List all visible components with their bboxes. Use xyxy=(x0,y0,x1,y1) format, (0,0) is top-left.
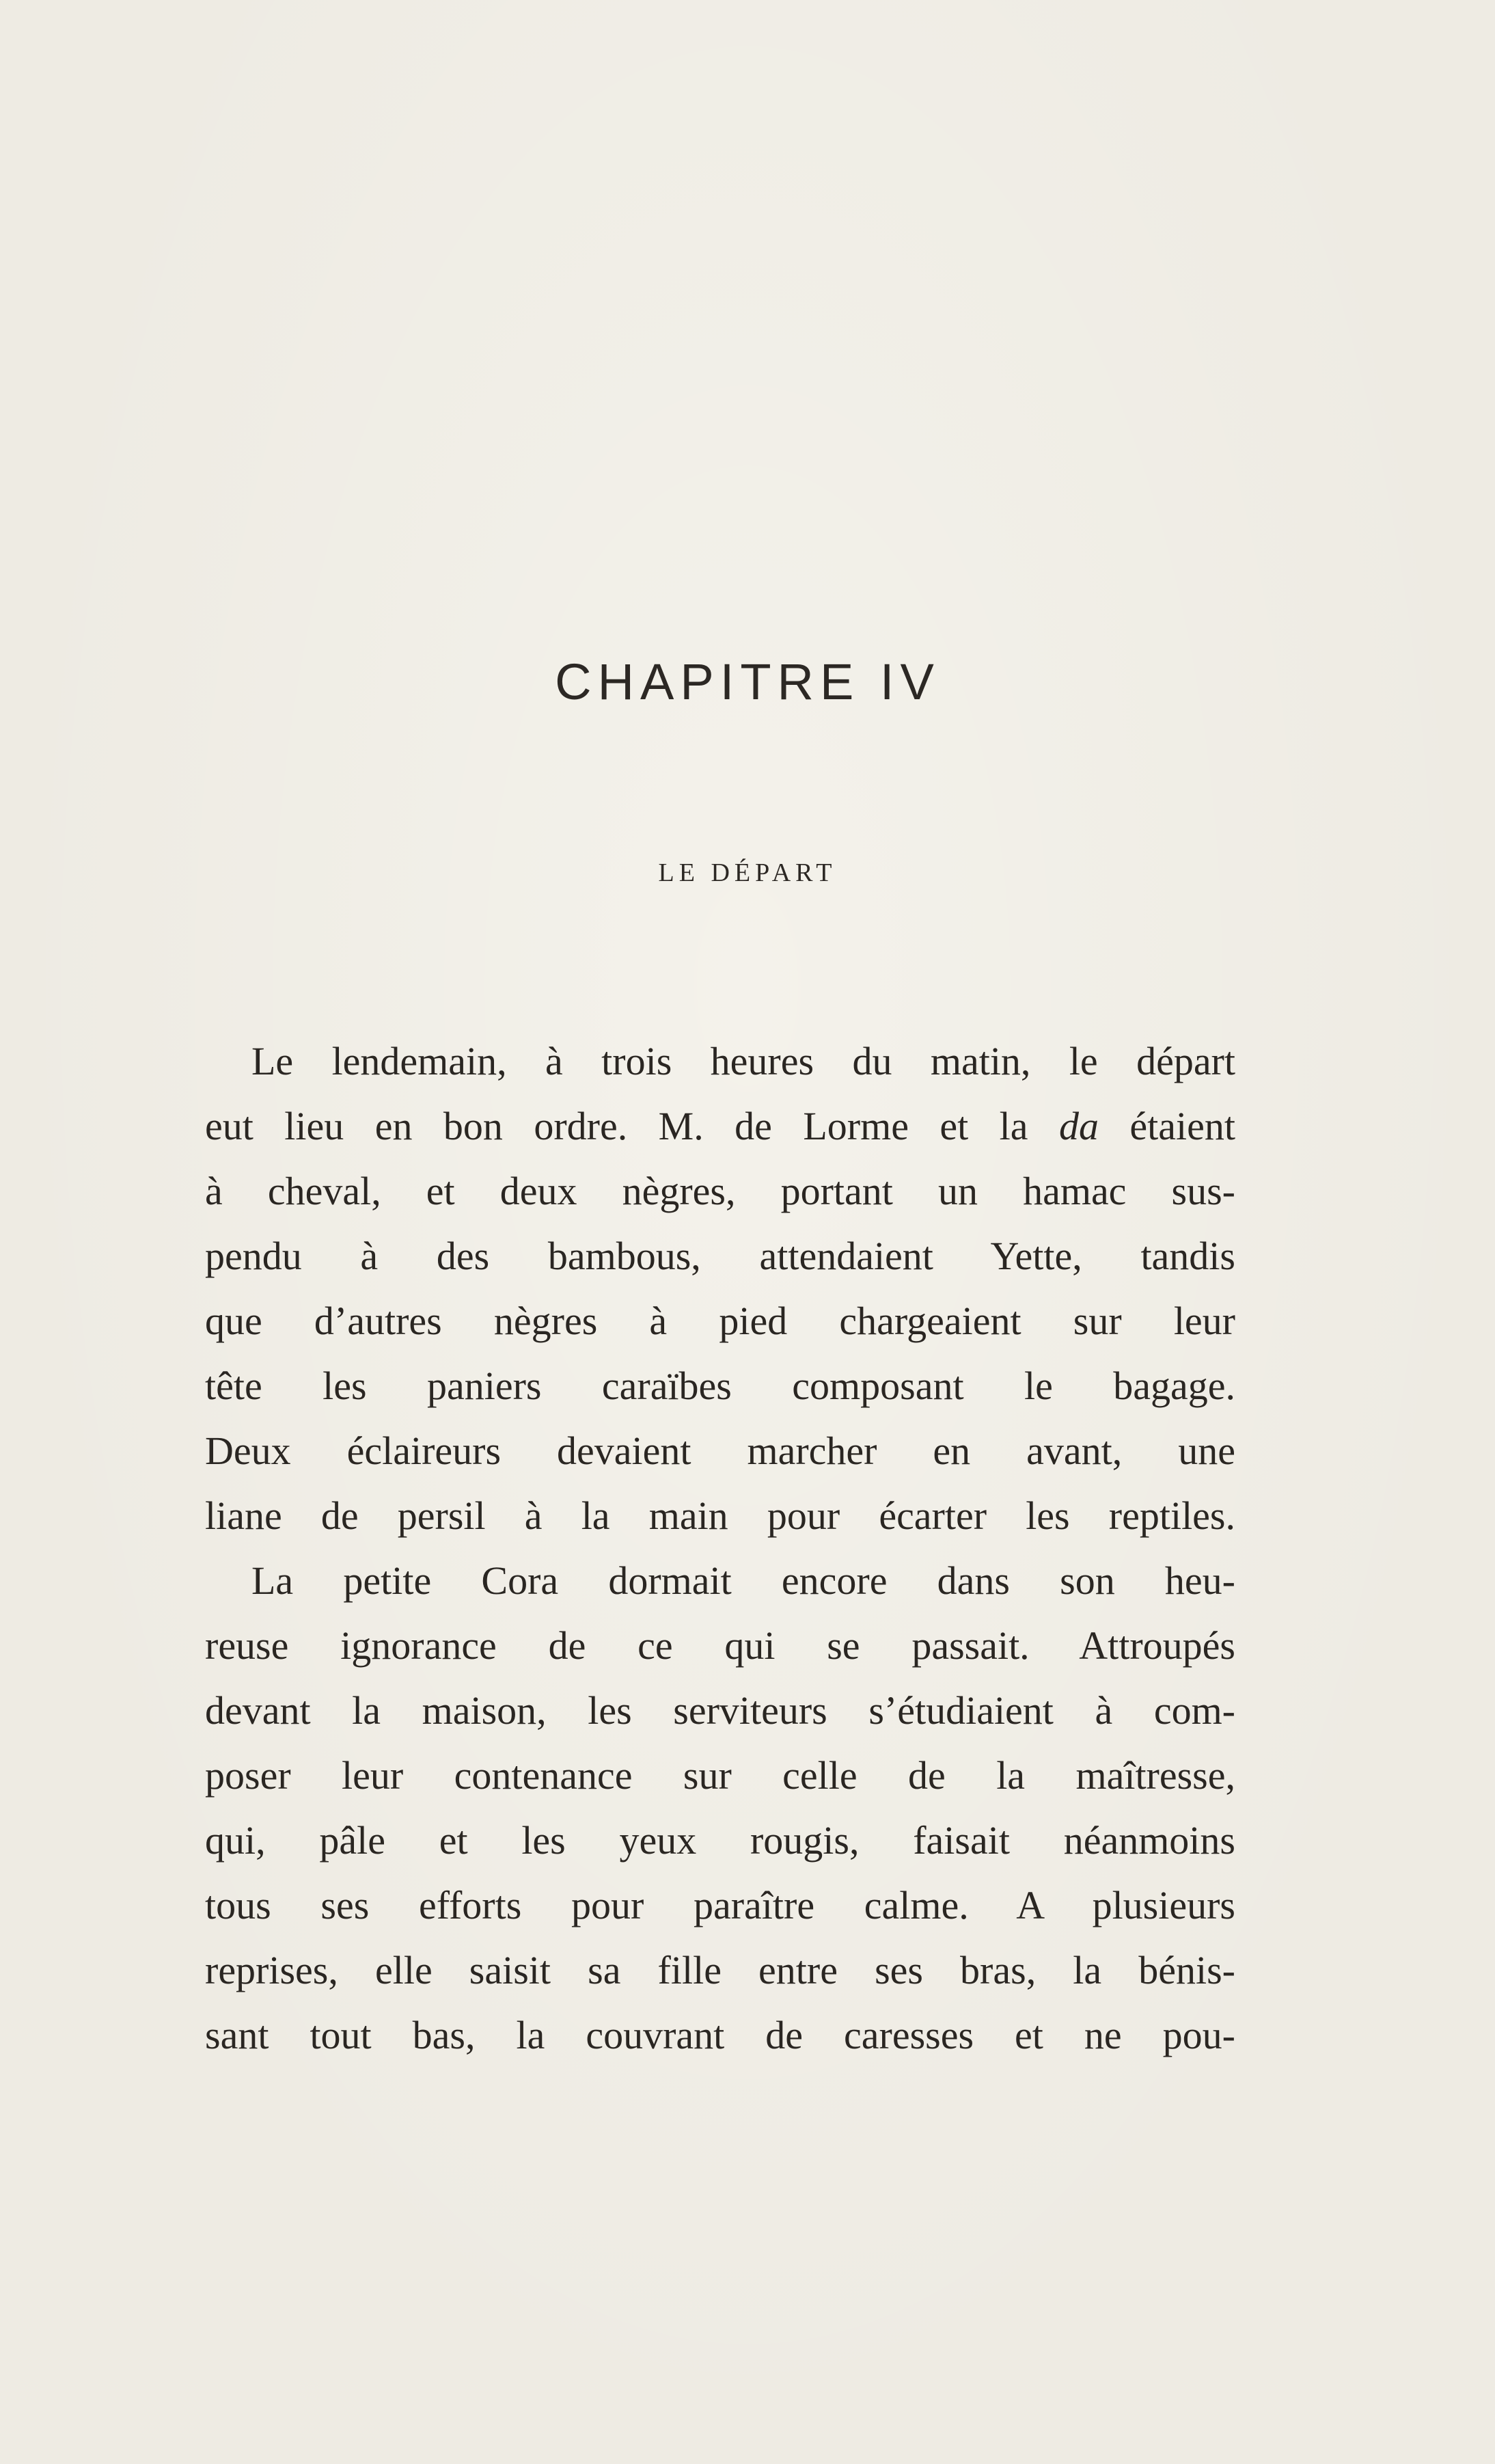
chapter-title: CHAPITRE IV xyxy=(555,653,940,710)
text-line: reuse ignorance de ce qui se passait. Attroupés xyxy=(205,1623,1235,1668)
text-line xyxy=(205,1094,1235,1159)
body-text xyxy=(205,1029,1235,2068)
text-line: tous ses efforts pour paraître calme. A plusieurs xyxy=(205,1883,1235,1927)
text-line: La petite Cora dormait encore dans son heu- xyxy=(251,1558,1235,1603)
text-line: poser leur contenance sur celle de la maîtresse, xyxy=(205,1753,1235,1798)
text-line: pendu à des bambous, attendaient Yette, tandis xyxy=(205,1234,1235,1278)
chapter-subtitle: LE DÉPART xyxy=(658,858,837,887)
text-line: tête les paniers caraïbes composant le bagage. xyxy=(205,1364,1235,1408)
text-line: sant tout bas, la couvrant de caresses et ne pou- xyxy=(205,2013,1235,2057)
text-line: reprises, elle saisit sa fille entre ses bras, la bénis- xyxy=(205,1948,1235,1992)
text-fragment: eut lieu en bon ordre. M. de Lorme et la xyxy=(205,1104,1059,1148)
text-line: liane de persil à la main pour écarter les reptiles. xyxy=(205,1493,1235,1538)
italic-word: da xyxy=(1058,1104,1099,1148)
text-fragment: étaient xyxy=(1098,1104,1235,1148)
text-line: Le lendemain, à trois heures du matin, le départ xyxy=(251,1039,1235,1083)
text-line: qui, pâle et les yeux rougis, faisait néanmoins xyxy=(205,1818,1235,1863)
text-line: Deux éclaireurs devaient marcher en avant, une xyxy=(205,1429,1235,1473)
text-line: que d’autres nègres à pied chargeaient sur leur xyxy=(205,1299,1235,1343)
text-line: devant la maison, les serviteurs s’étudiaient à com- xyxy=(205,1688,1235,1733)
page-margin-bottom xyxy=(0,2187,1495,2461)
text-line: à cheval, et deux nègres, portant un hamac sus- xyxy=(205,1169,1235,1213)
